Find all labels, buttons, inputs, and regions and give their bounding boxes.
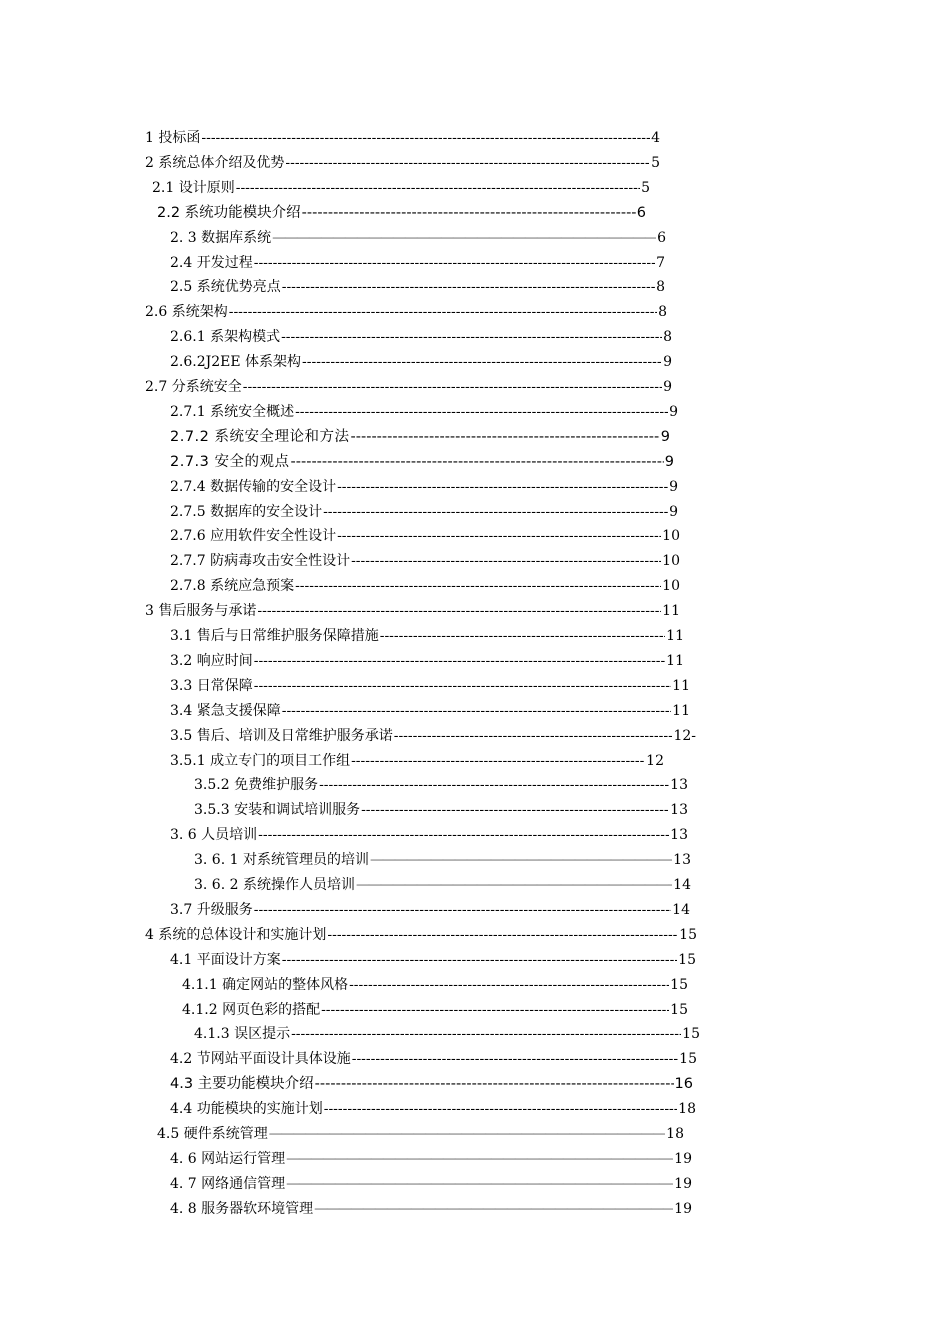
toc-entry-title: 2.6.2J2EE 体系架构 [170,354,302,371]
toc-dot-leader [258,823,669,847]
toc-entry [170,624,684,648]
toc-entry [170,450,674,474]
toc-dot-leader [295,400,668,424]
toc-dot-leader [257,599,661,623]
toc-entry-page-number: 11 [672,702,690,719]
toc-entry [170,749,664,773]
toc-entry-page-number: 15 [678,951,696,968]
toc-entry-title: 2.7.1 系统安全概述 [170,403,295,420]
toc-entry [170,549,680,573]
toc-entry [170,649,684,673]
toc-entry [170,948,696,972]
toc-entry-page-number: 10 [662,528,680,545]
toc-entry [145,923,697,947]
toc-entry [145,375,672,399]
toc-dot-leader [295,574,661,598]
toc-dot-leader [327,923,678,947]
toc-entry-title: 3.7 升级服务 [170,901,253,918]
toc-entry-title: 2.7.2 系统安全理论和方法 [170,428,350,445]
toc-entry-page-number: 11 [666,628,684,644]
toc-dot-leader [285,151,650,175]
toc-dot-leader [380,624,665,648]
toc-entry-page-number: 11 [666,652,684,669]
toc-entry-page-number: 7 [656,254,665,271]
toc-entry-page-number: 9 [660,428,670,445]
toc-entry-title: 4.5 硬件系统管理 [157,1126,268,1142]
toc-dot-leader [321,998,669,1022]
toc-entry-page-number: 6 [657,229,666,246]
toc-entry-title: 4.1 平面设计方案 [170,951,281,968]
toc-entry-title: 3. 6. 2 系统操作人员培训 [194,877,355,893]
toc-entry-title: 2.1 设计原则 [152,179,235,196]
toc-entry-title: 2 系统总体介绍及优势 [145,154,285,171]
toc-dot-leader [254,898,671,922]
toc-entry-page-number: 15 [679,926,697,943]
toc-entry [170,574,680,598]
toc-entry-title: 4.1.3 误区提示 [194,1026,291,1043]
toc-entry-page-number: 19 [674,1150,692,1167]
toc-entry-page-number: 8 [663,329,672,346]
toc-dot-leader [315,1072,674,1096]
toc-entry-page-number: 12- [673,727,696,744]
toc-dot-leader [236,176,640,200]
toc-dot-leader [351,549,661,573]
toc-dot-leader [302,201,636,225]
toc-entry-title: 2.7.8 系统应急预案 [170,578,295,595]
toc-entry [170,400,678,424]
toc-dot-leader [351,749,645,773]
toc-dot-leader [243,375,662,399]
toc-entry [157,201,646,225]
toc-entry-page-number: 15 [670,976,688,993]
toc-entry-page-number: 9 [669,403,678,420]
toc-entry [170,524,680,548]
toc-entry [170,325,672,349]
toc-dot-leader [323,500,668,524]
toc-entry-page-number: 11 [672,677,690,694]
toc-dot-leader [282,275,655,299]
toc-entry-title: 4.1.2 网页色彩的搭配 [182,1001,321,1018]
toc-entry-title: 3.5.3 安装和调试培训服务 [194,802,361,819]
toc-entry [145,151,660,175]
toc-entry-page-number: 9 [663,354,672,371]
toc-dot-leader [352,1047,678,1071]
toc-dot-leader [337,475,668,499]
toc-entry [194,798,688,822]
toc-entry [170,226,666,250]
toc-entry-title: 3 售后服务与承诺 [145,603,257,620]
toc-entry-page-number: 8 [656,279,665,296]
toc-entry-title: 4. 6 网站运行管理 [170,1150,286,1167]
toc-entry-title: 3. 6 人员培训 [170,827,258,844]
toc-entry [194,1022,700,1046]
toc-entry-page-number: 18 [678,1101,696,1118]
toc-entry-page-number: 9 [663,379,672,395]
toc-entry-title: 4.2 节网站平面设计具体设施 [170,1051,351,1068]
toc-entry-page-number: 4 [651,130,660,146]
toc-entry [170,1047,697,1071]
toc-entry-page-number: 10 [662,553,680,570]
toc-dot-leader [394,724,673,748]
toc-dot-leader [291,450,664,474]
toc-entry-title: 2.7.5 数据库的安全设计 [170,503,323,520]
toc-entry-title: 4. 7 网络通信管理 [170,1175,286,1192]
toc-dot-leader [356,873,672,897]
toc-entry-title: 4 系统的总体设计和实施计划 [145,926,327,943]
toc-entry-page-number: 15 [682,1026,700,1043]
toc-entry [170,475,678,499]
toc-entry [170,350,672,374]
toc-dot-leader [302,350,662,374]
toc-dot-leader [324,1097,677,1121]
toc-entry-title: 2.7 分系统安全 [145,379,242,395]
toc-entry-page-number: 6 [636,204,646,221]
toc-entry [170,898,690,922]
toc-entry-page-number: 5 [641,179,650,196]
toc-dot-leader [370,848,672,872]
toc-entry-page-number: 15 [679,1051,697,1068]
toc-entry-title: 2.2 系统功能模块介绍 [157,204,301,221]
toc-dot-leader [229,300,657,324]
toc-entry [170,1147,692,1171]
toc-entry-title: 3.5 售后、培训及日常维护服务承诺 [170,727,393,744]
toc-entry-title: 2.7.6 应用软件安全性设计 [170,528,337,545]
toc-entry-title: 4.3 主要功能模块介绍 [170,1076,314,1093]
toc-entry-title: 2.4 开发过程 [170,254,253,271]
toc-entry [194,773,688,797]
toc-dot-leader [269,1122,665,1146]
toc-dot-leader [201,126,650,150]
toc-entry-title: 4.1.1 确定网站的整体风格 [182,976,349,993]
toc-entry-title: 2.7.4 数据传输的安全设计 [170,478,337,495]
toc-entry-title: 3.5.2 免费维护服务 [194,777,319,794]
toc-entry-title: 3. 6. 1 对系统管理员的培训 [194,852,369,869]
toc-entry-page-number: 19 [674,1200,692,1217]
toc-dot-leader [254,649,665,673]
toc-entry-title: 2. 3 数据库系统 [170,229,272,246]
toc-entry [170,1197,692,1221]
toc-dot-leader [314,1197,673,1221]
toc-entry-title: 2.5 系统优势亮点 [170,279,281,296]
toc-entry-page-number: 13 [670,827,688,844]
toc-entry-page-number: 19 [674,1175,692,1192]
toc-entry [152,176,650,200]
toc-entry [145,126,660,150]
toc-entry-page-number: 13 [670,802,688,819]
toc-entry-title: 3.2 响应时间 [170,652,253,669]
toc-entry-page-number: 12 [646,752,664,769]
toc-entry-title: 3.3 日常保障 [170,677,253,694]
toc-entry [170,699,690,723]
toc-entry [170,251,665,275]
toc-dot-leader [254,674,671,698]
toc-entry [157,1122,684,1146]
toc-entry-page-number: 15 [670,1001,688,1018]
toc-entry-title: 2.7.7 防病毒攻击安全性设计 [170,553,351,570]
toc-dot-leader [351,425,660,449]
toc-entry [170,1072,693,1096]
toc-entry [170,724,696,748]
toc-dot-leader [349,973,669,997]
toc-entry-page-number: 10 [662,578,680,595]
toc-entry-page-number: 14 [672,901,690,918]
toc-entry-title: 4. 8 服务器软环境管理 [170,1200,314,1217]
toc-entry [170,1097,696,1121]
toc-dot-leader [286,1172,673,1196]
toc-dot-leader [282,948,677,972]
toc-entry-page-number: 8 [658,304,667,321]
toc-entry [182,973,688,997]
toc-entry-page-number: 14 [673,877,691,893]
toc-dot-leader [254,251,655,275]
toc-dot-leader [282,699,671,723]
toc-entry [182,998,688,1022]
toc-entry-title: 1 投标函 [145,130,201,146]
toc-entry-page-number: 18 [666,1126,684,1142]
toc-entry-title: 2.7.3 安全的观点 [170,453,290,470]
toc-entry-page-number: 9 [669,503,678,520]
toc-entry-title: 3.1 售后与日常维护服务保障措施 [170,628,379,644]
toc-entry-page-number: 9 [664,453,674,470]
toc-entry-page-number: 13 [673,852,691,869]
toc-entry-title: 2.6.1 系架构模式 [170,329,281,346]
toc-entry [170,275,665,299]
toc-entry [145,599,680,623]
toc-entry [145,300,667,324]
toc-entry-title: 2.6 系统架构 [145,304,228,321]
toc-entry [170,1172,692,1196]
toc-dot-leader [281,325,662,349]
toc-entry-page-number: 5 [651,154,660,171]
toc-dot-leader [319,773,669,797]
toc-dot-leader [272,226,656,250]
toc-entry-page-number: 16 [674,1076,693,1093]
toc-entry [194,873,691,897]
toc-dot-leader [291,1022,681,1046]
toc-dot-leader [286,1147,673,1171]
toc-entry [194,848,691,872]
toc-entry-title: 3.4 紧急支援保障 [170,702,281,719]
toc-entry-page-number: 13 [670,777,688,794]
toc-entry-page-number: 11 [662,603,680,620]
toc-entry [170,425,670,449]
toc-dot-leader [337,524,661,548]
toc-dot-leader [361,798,669,822]
toc-entry [170,674,690,698]
toc-entry-title: 4.4 功能模块的实施计划 [170,1101,323,1118]
toc-entry-page-number: 9 [669,478,678,495]
toc-entry [170,823,688,847]
toc-entry-title: 3.5.1 成立专门的项目工作组 [170,752,351,769]
toc-entry [170,500,678,524]
